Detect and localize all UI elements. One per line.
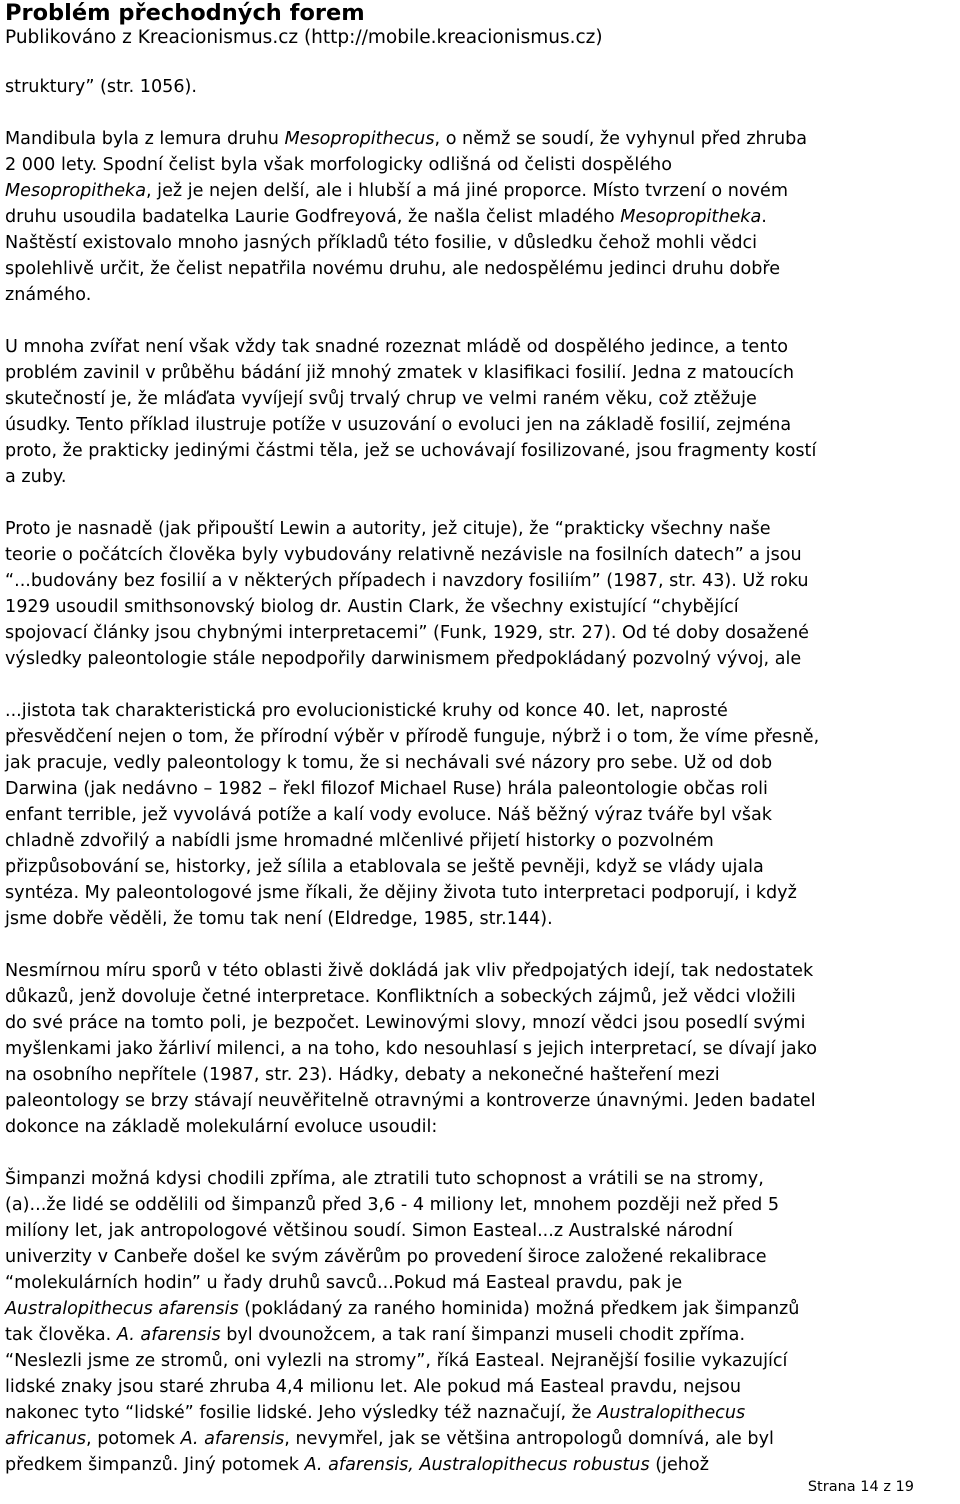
article-body	[5, 74, 955, 1504]
text-segment: lidské znaky jsou staré zhruba 4,4 milionu let. Ale pokud má Easteal pravdu, nejsou	[5, 1377, 742, 1397]
text-line	[5, 724, 955, 750]
text-line	[5, 1452, 955, 1478]
text-segment: 2 000 lety. Spodní čelist byla však morfologicky odlišná od čelisti dospělého	[5, 155, 672, 175]
text-line	[5, 438, 955, 464]
page-number: Strana 14 z 19	[807, 1479, 914, 1495]
text-segment: “...budovány bez fosilií a v některých případech i navzdory fosiliím” (1987, str. 43). Už roku	[5, 571, 809, 591]
text-segment: “molekulárních hodin” u řady druhů savců...Pokud má Easteal pravdu, pak je	[5, 1273, 683, 1293]
text-segment: na osobního nepřítele (1987, str. 23). Hádky, debaty a nekonečné hašteření mezi	[5, 1065, 720, 1085]
text-segment: myšlenkami jako žárliví milenci, a na toho, kdo nesouhlasí s jejich interpretací, se dívají jako	[5, 1039, 818, 1059]
text-segment: , o němž se soudí, že vyhynul před zhruba	[434, 129, 808, 149]
source-line: Publikováno z Kreacionismus.cz (http://mobile.kreacionismus.cz)	[5, 27, 603, 48]
text-segment: (a)...že lidé se oddělili od šimpanzů před 3,6 - 4 miliony let, mnohem později než před 5	[5, 1195, 780, 1215]
text-line	[5, 178, 955, 204]
text-line	[5, 1322, 955, 1348]
italic-text: Mesopropithecus	[284, 129, 435, 149]
text-line	[5, 568, 955, 594]
italic-text: africanus	[5, 1429, 87, 1449]
text-segment: předkem šimpanzů. Jiný potomek	[5, 1455, 305, 1475]
text-line	[5, 1296, 955, 1322]
text-line	[5, 1218, 955, 1244]
italic-text: A. afarensis	[180, 1429, 285, 1449]
text-line	[5, 1426, 955, 1452]
text-line	[5, 750, 955, 776]
text-line	[5, 126, 955, 152]
text-segment: spolehlivě určit, že čelist nepatřila novému druhu, ale nedospělému jedinci druhu dobře	[5, 259, 781, 279]
text-line	[5, 906, 955, 932]
text-line	[5, 1244, 955, 1270]
text-segment: milíony let, jak antropologové většinou soudí. Simon Easteal...z Australské národní	[5, 1221, 733, 1241]
text-line	[5, 360, 955, 386]
text-segment: syntéza. My paleontologové jsme říkali, že dějiny života tuto interpretaci podporují, i když	[5, 883, 797, 903]
text-segment: jsme dobře věděli, že tomu tak není (Eldredge, 1985, str.144).	[5, 909, 553, 929]
italic-text: Australopithecus	[597, 1403, 746, 1423]
italic-text: Mesopropitheka	[620, 207, 762, 227]
paragraph	[5, 334, 955, 490]
text-line	[5, 464, 955, 490]
paragraph	[5, 698, 955, 932]
text-line	[5, 1088, 955, 1114]
text-segment: struktury” (str. 1056).	[5, 77, 198, 97]
text-segment: enfant terrible, jež vyvolává potíže a kalí vody evoluce. Náš běžný výraz tváře byl však	[5, 805, 772, 825]
text-line	[5, 698, 955, 724]
text-line	[5, 1166, 955, 1192]
page-header	[5, 0, 955, 50]
text-segment: Šimpanzi možná kdysi chodili zpříma, ale ztratili tuto schopnost a vrátili se na stromy,	[5, 1169, 764, 1189]
text-line	[5, 594, 955, 620]
text-line	[5, 776, 955, 802]
text-segment: do své práce na tomto poli, je bezpočet. Lewinovými slovy, mnozí vědci jsou posedlí svými	[5, 1013, 806, 1033]
text-segment: tak člověka.	[5, 1325, 117, 1345]
text-segment: přizpůsobování se, historky, jež sílila a etablovala se ještě pevněji, když se vlády ujala	[5, 857, 764, 877]
text-segment: proto, že prakticky jedinými částmi těla, jež se uchovávají fosilizované, jsou fragmenty kostí	[5, 441, 817, 461]
paragraph	[5, 74, 955, 100]
text-segment: ...jistota tak charakteristická pro evolucionistické kruhy od konce 40. let, naprosté	[5, 701, 728, 721]
text-segment: problém zavinil v průběhu bádání již mnohý zmatek v klasifikaci fosilií. Jedna z matoucích	[5, 363, 794, 383]
text-segment: nakonec tyto “lidské” fosilie lidské. Jeho výsledky též naznačují, že	[5, 1403, 598, 1423]
text-segment: Mandibula byla z lemura druhu	[5, 129, 285, 149]
text-segment: dokonce na základě molekulární evoluce usoudil:	[5, 1117, 438, 1137]
text-segment: jak pracuje, vedly paleontology k tomu, že si nechávali své názory pro sebe. Už od dob	[5, 753, 773, 773]
text-segment: 1929 usoudil smithsonovský biolog dr. Austin Clark, že všechny existující “chybějící	[5, 597, 739, 617]
italic-text: A. afarensis, Australopithecus robustus	[304, 1455, 650, 1475]
text-line	[5, 854, 955, 880]
text-segment: skutečností je, že mláďata vyvíjejí svůj trvalý chrup ve velmi raném věku, což ztěžuje	[5, 389, 757, 409]
paragraph	[5, 958, 955, 1140]
text-line	[5, 256, 955, 282]
text-line	[5, 802, 955, 828]
text-line	[5, 1192, 955, 1218]
text-segment: úsudky. Tento příklad ilustruje potíže v usuzování o evoluci jen na základě fosilií, zejména	[5, 415, 792, 435]
text-segment: teorie o počátcích člověka byly vybudovány relativně nezávisle na fosilních datech” a jsou	[5, 545, 802, 565]
text-segment: (pokládaný za raného hominida) možná předkem jak šimpanzů	[238, 1299, 800, 1319]
text-line	[5, 386, 955, 412]
text-line	[5, 620, 955, 646]
text-line	[5, 230, 955, 256]
text-segment: Nesmírnou míru sporů v této oblasti živě dokládá jak vliv předpojatých idejí, tak nedostatek	[5, 961, 814, 981]
text-line	[5, 152, 955, 178]
text-line	[5, 958, 955, 984]
text-line	[5, 74, 955, 100]
text-line	[5, 1062, 955, 1088]
text-segment: chladně zdvořilý a nabídli jsme hromadné mlčenlivé přijetí historky o pozvolném	[5, 831, 714, 851]
paragraph	[5, 516, 955, 672]
text-segment: důkazů, jenž dovoluje četné interpretace. Konfliktních a sobeckých zájmů, jež vědci vložili	[5, 987, 796, 1007]
text-segment: spojovací články jsou chybnými interpretacemi” (Funk, 1929, str. 27). Od té doby dosažené	[5, 623, 809, 643]
text-segment: přesvědčení nejen o tom, že přírodní výběr v přírodě funguje, nýbrž i o tom, že víme přesně,	[5, 727, 820, 747]
paragraph	[5, 126, 955, 308]
text-segment: , potomek	[86, 1429, 181, 1449]
text-line	[5, 646, 955, 672]
text-line	[5, 516, 955, 542]
text-segment: a zuby.	[5, 467, 67, 487]
text-line	[5, 828, 955, 854]
text-segment: paleontology se brzy stávají neuvěřitelně otravnými a kontroverze únavnými. Jeden badatel	[5, 1091, 816, 1111]
italic-text: Australopithecus afarensis	[5, 1299, 239, 1319]
text-line	[5, 1374, 955, 1400]
text-line	[5, 412, 955, 438]
text-line	[5, 282, 955, 308]
text-segment: Proto je nasnadě (jak připouští Lewin a autority, jež cituje), že “prakticky všechny naše	[5, 519, 771, 539]
italic-text: Mesopropitheka	[5, 181, 146, 201]
text-segment: (jehož	[649, 1455, 709, 1475]
text-line	[5, 984, 955, 1010]
text-line	[5, 1114, 955, 1140]
text-line	[5, 1036, 955, 1062]
text-segment: .	[761, 207, 767, 227]
text-line	[5, 204, 955, 230]
text-line	[5, 1348, 955, 1374]
text-line	[5, 542, 955, 568]
paragraph	[5, 1166, 955, 1478]
text-segment: Darwina (jak nedávno – 1982 – řekl filozof Michael Ruse) hrála paleontologie občas roli	[5, 779, 768, 799]
italic-text: A. afarensis	[116, 1325, 221, 1345]
text-segment: výsledky paleontologie stále nepodpořily darwinismem předpokládaný pozvolný vývoj, ale	[5, 649, 802, 669]
text-segment: “Neslezli jsme ze stromů, oni vylezli na stromy”, říká Easteal. Nejranější fosilie vykazující	[5, 1351, 788, 1371]
text-segment: známého.	[5, 285, 92, 305]
text-segment: druhu usoudila badatelka Laurie Godfreyová, že našla čelist mladého	[5, 207, 621, 227]
text-line	[5, 1010, 955, 1036]
text-segment: , jež je nejen delší, ale i hlubší a má jiné proporce. Místo tvrzení o novém	[146, 181, 788, 201]
text-segment: univerzity v Canbeře došel ke svým závěrům po provedení široce založené rekalibrace	[5, 1247, 767, 1267]
text-segment: U mnoha zvířat není však vždy tak snadné rozeznat mládě od dospělého jedince, a tento	[5, 337, 789, 357]
text-line	[5, 1400, 955, 1426]
text-line	[5, 880, 955, 906]
document-title: Problém přechodných forem	[5, 0, 365, 26]
text-segment: byl dvounožcem, a tak raní šimpanzi museli chodit zpříma.	[220, 1325, 746, 1345]
text-line	[5, 334, 955, 360]
text-line	[5, 1270, 955, 1296]
text-segment: Naštěstí existovalo mnoho jasných příkladů této fosilie, v důsledku čehož mohli vědci	[5, 233, 758, 253]
text-segment: , nevymřel, jak se většina antropologů domnívá, ale byl	[284, 1429, 774, 1449]
